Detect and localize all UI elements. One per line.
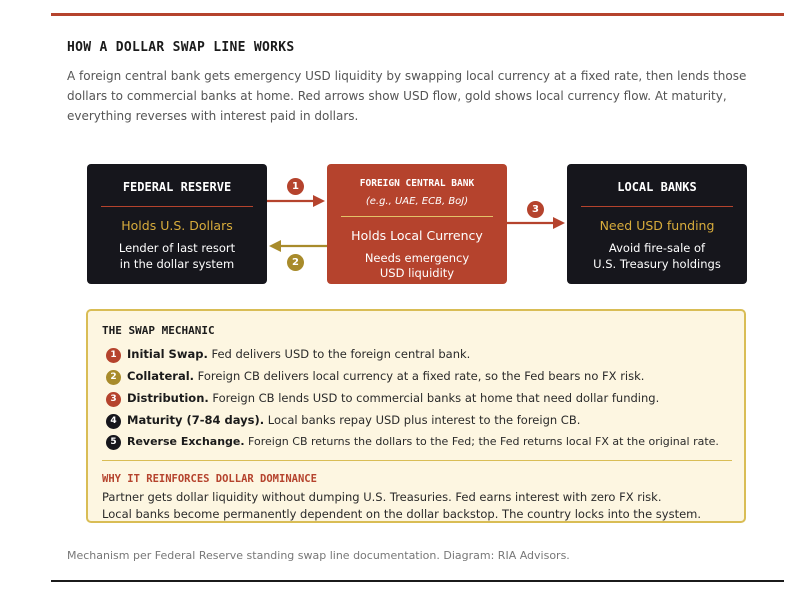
step-label: Maturity (7-84 days). <box>127 413 265 427</box>
swap-mechanic-heading: THE SWAP MECHANIC <box>102 324 215 337</box>
step-number-badge: 5 <box>106 435 121 450</box>
step-5 <box>106 435 719 450</box>
step-text: Local banks repay USD plus interest to the foreign CB. <box>264 413 581 427</box>
federal-reserve-box <box>87 164 267 284</box>
step-label: Initial Swap. <box>127 347 208 361</box>
arrow-badge-1: 1 <box>287 178 304 195</box>
dollar-dominance-line-2: Local banks become permanently dependent on the dollar backstop. The country locks into the system. <box>102 507 702 521</box>
step-text: Fed delivers USD to the foreign central bank. <box>207 347 471 361</box>
swap-mechanic-panel <box>86 309 746 523</box>
foreign-central-bank-title: FOREIGN CENTRAL BANK <box>359 178 475 189</box>
step-label: Distribution. <box>127 391 209 405</box>
federal-reserve-desc-2: in the dollar system <box>119 257 235 271</box>
federal-reserve-divider <box>101 206 253 207</box>
local-banks-desc-2: U.S. Treasury holdings <box>593 257 721 271</box>
step-number-badge: 2 <box>106 370 121 385</box>
local-currency-arrow-fcb-to-fed <box>267 238 327 254</box>
federal-reserve-title: FEDERAL RESERVE <box>122 180 232 194</box>
page-subtitle: A foreign central bank gets emergency USD liquidity by swapping local currency at a fixed rate, then lends those dollars to commercial banks at home. Red arrows show USD flow, gold shows local currency flow. At maturity, everything reverses with interest paid in dollars. <box>67 69 747 123</box>
step-label: Reverse Exchange. <box>127 435 245 448</box>
foreign-central-bank-holds: Holds Local Currency <box>351 228 483 243</box>
local-banks-title: LOCAL BANKS <box>617 180 697 194</box>
top-rule <box>51 13 784 16</box>
local-banks-box <box>567 164 747 284</box>
local-banks-holds: Need USD funding <box>599 218 715 233</box>
local-banks-divider <box>581 206 733 207</box>
usd-flow-arrow-fed-to-fcb <box>267 193 327 209</box>
step-1 <box>106 347 470 363</box>
arrow-badge-2: 2 <box>287 254 304 271</box>
federal-reserve-desc-1: Lender of last resort <box>118 241 236 255</box>
step-number-badge: 3 <box>106 392 121 407</box>
step-4 <box>106 413 580 429</box>
step-number-badge: 1 <box>106 348 121 363</box>
federal-reserve-holds: Holds U.S. Dollars <box>121 218 233 233</box>
foreign-central-bank-desc-1: Needs emergency <box>364 251 470 265</box>
foreign-central-bank-desc-2: USD liquidity <box>379 266 455 280</box>
foreign-central-bank-examples: (e.g., UAE, ECB, BoJ) <box>365 196 469 207</box>
step-2 <box>106 369 644 385</box>
local-banks-desc-1: Avoid fire-sale of <box>608 241 706 255</box>
foreign-central-bank-divider <box>341 216 493 217</box>
bottom-rule <box>51 580 784 582</box>
foreign-central-bank-box <box>327 164 507 284</box>
step-number-badge: 4 <box>106 414 121 429</box>
page-title: HOW A DOLLAR SWAP LINE WORKS <box>67 40 295 55</box>
dollar-dominance-line-1: Partner gets dollar liquidity without dumping U.S. Treasuries. Fed earns interest with zero FX risk. <box>102 490 662 504</box>
step-3 <box>106 391 659 407</box>
mechanic-divider <box>102 460 732 461</box>
arrow-badge-3: 3 <box>527 201 544 218</box>
step-text: Foreign CB returns the dollars to the Fed; the Fed returns local FX at the original rate. <box>244 435 719 448</box>
source-caption: Mechanism per Federal Reserve standing swap line documentation. Diagram: RIA Advisors. <box>67 549 570 562</box>
step-text: Foreign CB lends USD to commercial banks at home that need dollar funding. <box>208 391 660 405</box>
step-text: Foreign CB delivers local currency at a fixed rate, so the Fed bears no FX risk. <box>194 369 645 383</box>
dollar-dominance-heading: WHY IT REINFORCES DOLLAR DOMINANCE <box>102 473 317 485</box>
step-label: Collateral. <box>127 369 195 383</box>
